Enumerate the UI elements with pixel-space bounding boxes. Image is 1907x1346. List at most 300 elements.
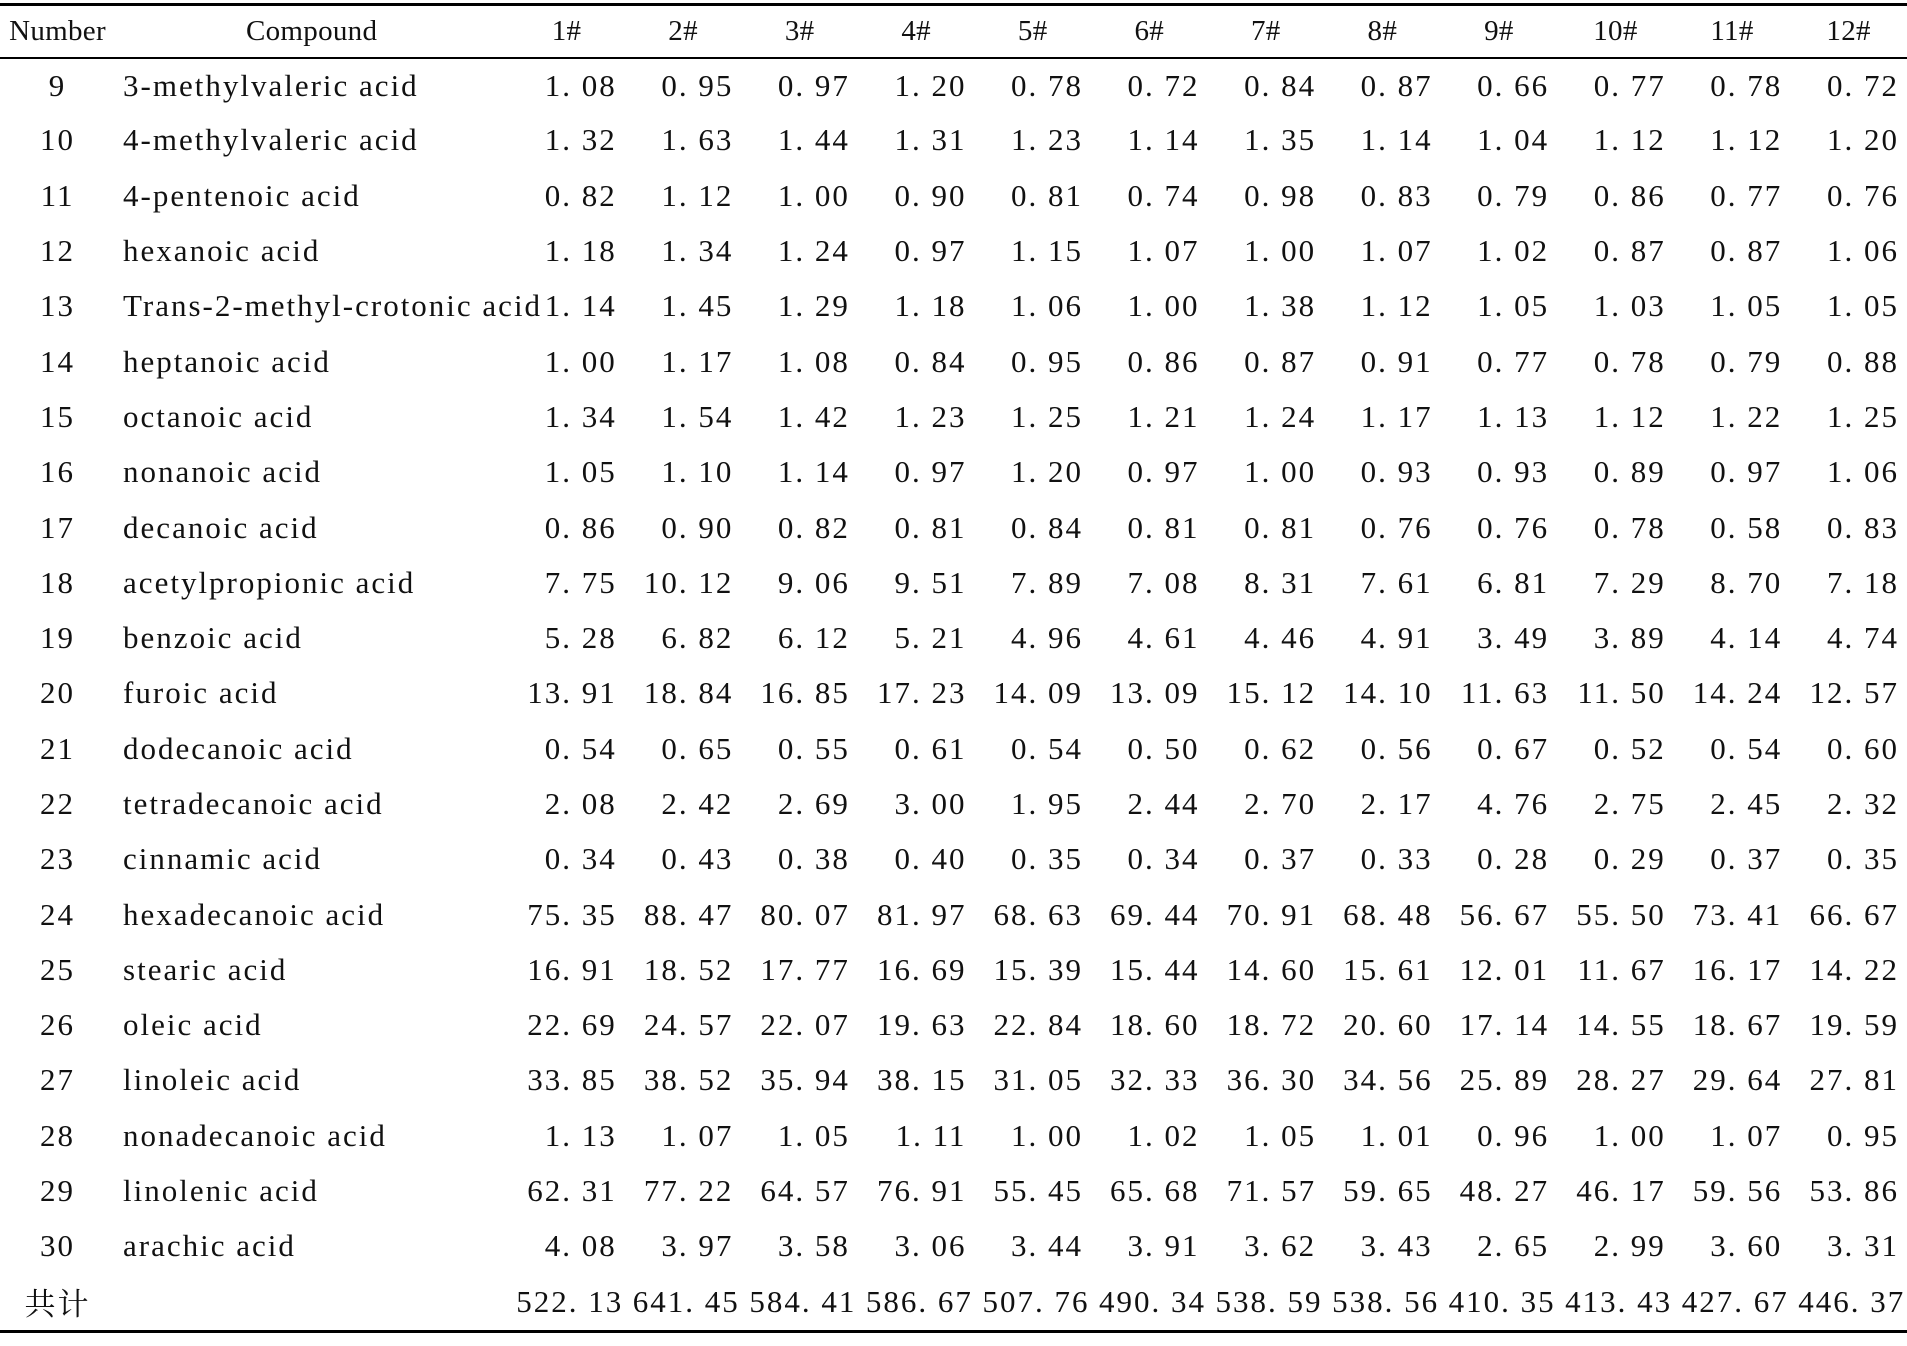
compound-name: hexanoic acid xyxy=(123,233,321,269)
value-cell: 16. 17 xyxy=(1692,951,1783,987)
value-cell: 2. 32 xyxy=(1827,786,1899,821)
table-row xyxy=(0,998,1907,1053)
value-cell: 1. 95 xyxy=(1010,786,1083,821)
value-cell: 4. 46 xyxy=(1244,620,1317,656)
value-cell: 1. 00 xyxy=(1244,454,1317,490)
value-cell: 12. 01 xyxy=(1459,951,1550,987)
compound-name: tetradecanoic acid xyxy=(123,786,384,821)
value-cell: 1. 10 xyxy=(661,454,734,490)
total-value-cell: 538. 59 xyxy=(1208,1274,1325,1331)
value-cell: 0. 35 xyxy=(1827,841,1899,877)
value-cell: 81. 97 xyxy=(876,896,967,932)
value-cell: 73. 41 xyxy=(1692,896,1783,932)
value-cell: 71. 57 xyxy=(1226,1173,1317,1209)
value-cell: 3. 60 xyxy=(1710,1228,1783,1264)
value-cell: 68. 63 xyxy=(993,896,1083,932)
value-cell: 0. 97 xyxy=(894,454,967,490)
value-cell: 17. 14 xyxy=(1459,1007,1550,1043)
value-cell: 0. 76 xyxy=(1360,509,1433,545)
value-cell: 0. 81 xyxy=(1244,509,1317,545)
compound-name: arachic acid xyxy=(123,1228,296,1264)
value-cell: 16. 91 xyxy=(527,951,617,987)
row-number: 23 xyxy=(40,841,76,877)
value-cell: 1. 23 xyxy=(894,398,967,434)
table-row xyxy=(0,223,1907,278)
value-cell: 0. 61 xyxy=(894,730,967,766)
value-cell: 15. 61 xyxy=(1343,951,1433,987)
column-header: 5# xyxy=(974,5,1091,58)
value-cell: 4. 61 xyxy=(1127,620,1200,656)
value-cell: 0. 86 xyxy=(1127,343,1200,379)
row-number: 11 xyxy=(40,177,75,213)
row-number: 29 xyxy=(40,1173,76,1209)
value-cell: 0. 76 xyxy=(1477,509,1550,545)
value-cell: 0. 91 xyxy=(1360,343,1433,379)
value-cell: 1. 03 xyxy=(1593,288,1666,324)
value-cell: 1. 00 xyxy=(1010,1117,1083,1153)
value-cell: 55. 45 xyxy=(993,1173,1083,1209)
value-cell: 0. 83 xyxy=(1827,509,1899,545)
value-cell: 0. 58 xyxy=(1710,509,1783,545)
value-cell: 28. 27 xyxy=(1576,1062,1666,1098)
value-cell: 14. 55 xyxy=(1576,1007,1666,1043)
row-number: 24 xyxy=(40,896,76,932)
value-cell: 1. 25 xyxy=(1010,398,1083,434)
column-header: 11# xyxy=(1674,5,1791,58)
value-cell: 11. 50 xyxy=(1577,675,1666,711)
row-number: 26 xyxy=(40,1007,76,1043)
value-cell: 1. 14 xyxy=(777,454,850,490)
value-cell: 1. 14 xyxy=(1127,122,1200,158)
value-cell: 3. 43 xyxy=(1360,1228,1433,1264)
value-cell: 1. 11 xyxy=(895,1117,967,1153)
value-cell: 0. 65 xyxy=(661,730,734,766)
value-cell: 0. 79 xyxy=(1710,343,1783,379)
value-cell: 0. 56 xyxy=(1360,730,1433,766)
value-cell: 88. 47 xyxy=(643,896,734,932)
value-cell: 1. 07 xyxy=(1710,1117,1783,1153)
row-number: 17 xyxy=(40,509,76,545)
total-row xyxy=(0,1274,1907,1331)
value-cell: 0. 72 xyxy=(1127,67,1200,103)
value-cell: 0. 43 xyxy=(661,841,734,877)
value-cell: 62. 31 xyxy=(527,1173,617,1209)
value-cell: 2. 08 xyxy=(544,786,617,821)
value-cell: 1. 18 xyxy=(544,233,617,269)
value-cell: 19. 59 xyxy=(1809,1007,1899,1043)
compound-name: hexadecanoic acid xyxy=(123,896,386,932)
value-cell: 0. 81 xyxy=(1010,177,1083,213)
value-cell: 0. 86 xyxy=(544,509,617,545)
value-cell: 0. 93 xyxy=(1360,454,1433,490)
value-cell: 0. 97 xyxy=(1710,454,1783,490)
value-cell: 22. 07 xyxy=(760,1007,850,1043)
row-number: 20 xyxy=(40,675,76,711)
total-value-cell: 522. 13 xyxy=(508,1274,625,1331)
table-row xyxy=(0,1053,1907,1108)
value-cell: 1. 29 xyxy=(777,288,850,324)
value-cell: 14. 09 xyxy=(993,675,1083,711)
value-cell: 1. 07 xyxy=(1127,233,1200,269)
value-cell: 1. 00 xyxy=(1127,288,1200,324)
value-cell: 2. 99 xyxy=(1593,1228,1666,1264)
value-cell: 1. 21 xyxy=(1127,398,1200,434)
value-cell: 1. 22 xyxy=(1710,398,1783,434)
compound-name: 3-methylvaleric acid xyxy=(123,67,419,103)
value-cell: 3. 97 xyxy=(661,1228,734,1264)
row-number: 19 xyxy=(40,620,76,656)
value-cell: 25. 89 xyxy=(1459,1062,1550,1098)
value-cell: 1. 00 xyxy=(544,343,617,379)
column-header: 2# xyxy=(625,5,742,58)
value-cell: 65. 68 xyxy=(1110,1173,1200,1209)
value-cell: 1. 02 xyxy=(1477,233,1550,269)
value-cell: 14. 24 xyxy=(1692,675,1783,711)
row-number: 14 xyxy=(40,343,76,379)
value-cell: 0. 40 xyxy=(894,841,967,877)
value-cell: 38. 15 xyxy=(876,1062,967,1098)
column-header: 4# xyxy=(858,5,975,58)
value-cell: 3. 06 xyxy=(894,1228,967,1264)
value-cell: 13. 09 xyxy=(1110,675,1200,711)
value-cell: 7. 75 xyxy=(544,564,617,600)
value-cell: 0. 82 xyxy=(777,509,850,545)
value-cell: 53. 86 xyxy=(1809,1173,1899,1209)
value-cell: 0. 95 xyxy=(1010,343,1083,379)
value-cell: 0. 87 xyxy=(1593,233,1666,269)
value-cell: 70. 91 xyxy=(1226,896,1317,932)
value-cell: 1. 42 xyxy=(777,398,850,434)
value-cell: 3. 91 xyxy=(1127,1228,1200,1264)
value-cell: 1. 17 xyxy=(1360,398,1433,434)
value-cell: 4. 14 xyxy=(1710,620,1783,656)
value-cell: 1. 02 xyxy=(1127,1117,1200,1153)
value-cell: 22. 69 xyxy=(527,1007,617,1043)
value-cell: 20. 60 xyxy=(1343,1007,1433,1043)
value-cell: 17. 77 xyxy=(760,951,850,987)
value-cell: 1. 20 xyxy=(1827,122,1899,158)
value-cell: 0. 77 xyxy=(1477,343,1550,379)
value-cell: 1. 06 xyxy=(1827,454,1899,490)
value-cell: 80. 07 xyxy=(760,896,850,932)
value-cell: 1. 12 xyxy=(1593,122,1666,158)
row-number: 21 xyxy=(40,730,76,766)
value-cell: 0. 77 xyxy=(1593,67,1666,103)
value-cell: 1. 20 xyxy=(1010,454,1083,490)
value-cell: 0. 86 xyxy=(1593,177,1666,213)
total-value-cell: 538. 56 xyxy=(1324,1274,1441,1331)
value-cell: 12. 57 xyxy=(1809,675,1899,711)
value-cell: 2. 75 xyxy=(1593,786,1666,821)
value-cell: 0. 54 xyxy=(1010,730,1083,766)
value-cell: 1. 05 xyxy=(1244,1117,1317,1153)
total-value-cell: 586. 67 xyxy=(858,1274,975,1331)
value-cell: 1. 05 xyxy=(1477,288,1550,324)
value-cell: 14. 60 xyxy=(1226,951,1317,987)
table-row xyxy=(0,113,1907,168)
total-label: 共计 xyxy=(0,1274,115,1331)
value-cell: 0. 66 xyxy=(1477,67,1550,103)
value-cell: 1. 31 xyxy=(894,122,967,158)
value-cell: 18. 52 xyxy=(643,951,734,987)
row-number: 13 xyxy=(40,288,76,324)
value-cell: 0. 77 xyxy=(1710,177,1783,213)
column-header: Number xyxy=(0,5,115,58)
value-cell: 0. 67 xyxy=(1477,730,1550,766)
value-cell: 15. 12 xyxy=(1226,675,1317,711)
compound-name: cinnamic acid xyxy=(123,841,323,877)
value-cell: 1. 07 xyxy=(661,1117,734,1153)
value-cell: 1. 14 xyxy=(1360,122,1433,158)
value-cell: 9. 06 xyxy=(777,564,850,600)
value-cell: 3. 89 xyxy=(1593,620,1666,656)
value-cell: 0. 87 xyxy=(1710,233,1783,269)
value-cell: 17. 23 xyxy=(876,675,967,711)
value-cell: 0. 84 xyxy=(894,343,967,379)
value-cell: 13. 91 xyxy=(527,675,617,711)
table-row xyxy=(0,168,1907,223)
total-spacer xyxy=(115,1274,508,1331)
column-header: 6# xyxy=(1091,5,1208,58)
value-cell: 18. 72 xyxy=(1226,1007,1317,1043)
compound-name: acetylpropionic acid xyxy=(123,564,416,600)
value-cell: 1. 12 xyxy=(1360,288,1433,324)
value-cell: 7. 29 xyxy=(1593,564,1666,600)
row-number: 25 xyxy=(40,951,76,987)
value-cell: 3. 58 xyxy=(777,1228,850,1264)
value-cell: 0. 81 xyxy=(894,509,967,545)
value-cell: 0. 90 xyxy=(894,177,967,213)
value-cell: 0. 76 xyxy=(1827,177,1899,213)
value-cell: 3. 62 xyxy=(1244,1228,1317,1264)
value-cell: 34. 56 xyxy=(1343,1062,1433,1098)
value-cell: 0. 78 xyxy=(1593,509,1666,545)
value-cell: 16. 85 xyxy=(760,675,850,711)
value-cell: 0. 28 xyxy=(1477,841,1550,877)
value-cell: 0. 90 xyxy=(661,509,734,545)
table-row xyxy=(0,58,1907,113)
value-cell: 2. 65 xyxy=(1477,1228,1550,1264)
value-cell: 1. 34 xyxy=(661,233,734,269)
value-cell: 16. 69 xyxy=(876,951,967,987)
total-value-cell: 410. 35 xyxy=(1441,1274,1558,1331)
row-number: 18 xyxy=(40,564,76,600)
table-row xyxy=(0,279,1907,334)
value-cell: 22. 84 xyxy=(993,1007,1083,1043)
table-row xyxy=(0,389,1907,444)
value-cell: 1. 18 xyxy=(894,288,967,324)
value-cell: 0. 84 xyxy=(1244,67,1317,103)
value-cell: 15. 44 xyxy=(1110,951,1200,987)
value-cell: 0. 88 xyxy=(1827,343,1899,379)
value-cell: 1. 54 xyxy=(661,398,734,434)
table-row xyxy=(0,1219,1907,1274)
value-cell: 1. 45 xyxy=(661,288,734,324)
value-cell: 1. 25 xyxy=(1827,398,1899,434)
value-cell: 4. 08 xyxy=(544,1228,617,1264)
total-value-cell: 413. 43 xyxy=(1557,1274,1674,1331)
value-cell: 1. 05 xyxy=(544,454,617,490)
compound-table xyxy=(0,3,1907,1333)
total-value-cell: 584. 41 xyxy=(741,1274,858,1331)
value-cell: 0. 97 xyxy=(777,67,850,103)
value-cell: 36. 30 xyxy=(1226,1062,1317,1098)
value-cell: 0. 84 xyxy=(1010,509,1083,545)
value-cell: 1. 01 xyxy=(1360,1117,1433,1153)
header-row xyxy=(0,5,1907,58)
value-cell: 2. 42 xyxy=(661,786,734,821)
table-row xyxy=(0,610,1907,665)
value-cell: 32. 33 xyxy=(1110,1062,1200,1098)
value-cell: 0. 60 xyxy=(1827,730,1899,766)
value-cell: 68. 48 xyxy=(1343,896,1433,932)
row-number: 27 xyxy=(40,1062,76,1098)
value-cell: 0. 78 xyxy=(1710,67,1783,103)
value-cell: 64. 57 xyxy=(760,1173,850,1209)
value-cell: 0. 83 xyxy=(1360,177,1433,213)
value-cell: 1. 00 xyxy=(777,177,850,213)
value-cell: 0. 37 xyxy=(1244,841,1317,877)
row-number: 16 xyxy=(40,454,76,490)
value-cell: 1. 24 xyxy=(1244,398,1317,434)
table-row xyxy=(0,721,1907,776)
value-cell: 4. 76 xyxy=(1477,786,1550,821)
value-cell: 6. 81 xyxy=(1477,564,1550,600)
row-number: 30 xyxy=(40,1228,76,1264)
value-cell: 14. 22 xyxy=(1809,951,1899,987)
table-row xyxy=(0,887,1907,942)
compound-name: decanoic acid xyxy=(123,509,319,545)
table-row xyxy=(0,1163,1907,1218)
value-cell: 1. 13 xyxy=(544,1117,617,1153)
value-cell: 1. 08 xyxy=(544,67,617,103)
value-cell: 8. 70 xyxy=(1710,564,1783,600)
value-cell: 0. 78 xyxy=(1010,67,1083,103)
value-cell: 1. 23 xyxy=(1010,122,1083,158)
compound-name: nonadecanoic acid xyxy=(123,1117,387,1153)
value-cell: 1. 05 xyxy=(1710,288,1783,324)
value-cell: 5. 28 xyxy=(544,620,617,656)
value-cell: 75. 35 xyxy=(527,896,617,932)
compound-name: 4-methylvaleric acid xyxy=(123,122,419,158)
value-cell: 1. 15 xyxy=(1010,233,1083,269)
value-cell: 1. 12 xyxy=(1710,122,1783,158)
compound-name: linoleic acid xyxy=(123,1062,302,1098)
value-cell: 48. 27 xyxy=(1459,1173,1550,1209)
value-cell: 10. 12 xyxy=(643,564,734,600)
value-cell: 14. 10 xyxy=(1343,675,1433,711)
value-cell: 1. 13 xyxy=(1477,398,1550,434)
table-row xyxy=(0,942,1907,997)
table-row xyxy=(0,500,1907,555)
value-cell: 1. 04 xyxy=(1477,122,1550,158)
row-number: 22 xyxy=(40,786,76,821)
value-cell: 0. 29 xyxy=(1593,841,1666,877)
value-cell: 0. 74 xyxy=(1127,177,1200,213)
value-cell: 76. 91 xyxy=(876,1173,967,1209)
compound-name: linolenic acid xyxy=(123,1173,319,1209)
table-row xyxy=(0,555,1907,610)
value-cell: 56. 67 xyxy=(1459,896,1550,932)
value-cell: 0. 87 xyxy=(1244,343,1317,379)
compound-name: 4-pentenoic acid xyxy=(123,177,361,213)
value-cell: 0. 93 xyxy=(1477,454,1550,490)
value-cell: 1. 05 xyxy=(1827,288,1899,324)
value-cell: 0. 52 xyxy=(1593,730,1666,766)
value-cell: 0. 89 xyxy=(1593,454,1666,490)
value-cell: 1. 12 xyxy=(661,177,734,213)
value-cell: 1. 20 xyxy=(894,67,967,103)
column-header: 10# xyxy=(1557,5,1674,58)
value-cell: 9. 51 xyxy=(894,564,967,600)
value-cell: 3. 44 xyxy=(1010,1228,1083,1264)
value-cell: 1. 00 xyxy=(1593,1117,1666,1153)
row-number: 12 xyxy=(40,233,76,269)
compound-name: furoic acid xyxy=(123,675,279,711)
value-cell: 1. 35 xyxy=(1244,122,1317,158)
row-number: 10 xyxy=(40,122,76,158)
table-row xyxy=(0,334,1907,389)
value-cell: 0. 34 xyxy=(1127,841,1200,877)
value-cell: 59. 65 xyxy=(1343,1173,1433,1209)
value-cell: 2. 45 xyxy=(1710,786,1783,821)
value-cell: 6. 12 xyxy=(777,620,850,656)
column-header: 12# xyxy=(1790,5,1907,58)
value-cell: 0. 62 xyxy=(1244,730,1317,766)
value-cell: 0. 95 xyxy=(661,67,734,103)
compound-name: heptanoic acid xyxy=(123,343,331,379)
value-cell: 8. 31 xyxy=(1244,564,1317,600)
value-cell: 69. 44 xyxy=(1110,896,1200,932)
column-header: 9# xyxy=(1441,5,1558,58)
value-cell: 24. 57 xyxy=(643,1007,734,1043)
value-cell: 7. 61 xyxy=(1360,564,1433,600)
value-cell: 66. 67 xyxy=(1809,896,1899,932)
value-cell: 4. 91 xyxy=(1360,620,1433,656)
value-cell: 18. 60 xyxy=(1110,1007,1200,1043)
value-cell: 0. 72 xyxy=(1827,67,1899,103)
value-cell: 29. 64 xyxy=(1692,1062,1783,1098)
table-row xyxy=(0,445,1907,500)
value-cell: 1. 06 xyxy=(1827,233,1899,269)
value-cell: 1. 38 xyxy=(1244,288,1317,324)
compound-name: dodecanoic acid xyxy=(123,730,354,766)
value-cell: 1. 32 xyxy=(544,122,617,158)
value-cell: 35. 94 xyxy=(760,1062,850,1098)
value-cell: 0. 79 xyxy=(1477,177,1550,213)
total-value-cell: 427. 67 xyxy=(1674,1274,1791,1331)
total-value-cell: 641. 45 xyxy=(625,1274,742,1331)
value-cell: 18. 67 xyxy=(1692,1007,1783,1043)
value-cell: 0. 50 xyxy=(1127,730,1200,766)
compound-name: stearic acid xyxy=(123,951,288,987)
value-cell: 0. 37 xyxy=(1710,841,1783,877)
value-cell: 0. 35 xyxy=(1010,841,1083,877)
value-cell: 3. 49 xyxy=(1477,620,1550,656)
value-cell: 1. 24 xyxy=(777,233,850,269)
value-cell: 0. 34 xyxy=(544,841,617,877)
value-cell: 0. 54 xyxy=(544,730,617,766)
value-cell: 1. 14 xyxy=(544,288,617,324)
row-number: 28 xyxy=(40,1117,76,1153)
value-cell: 1. 08 xyxy=(777,343,850,379)
compound-name: nonanoic acid xyxy=(123,454,323,490)
table-row xyxy=(0,776,1907,831)
value-cell: 38. 52 xyxy=(643,1062,734,1098)
total-value-cell: 507. 76 xyxy=(974,1274,1091,1331)
value-cell: 2. 44 xyxy=(1127,786,1200,821)
value-cell: 0. 54 xyxy=(1710,730,1783,766)
